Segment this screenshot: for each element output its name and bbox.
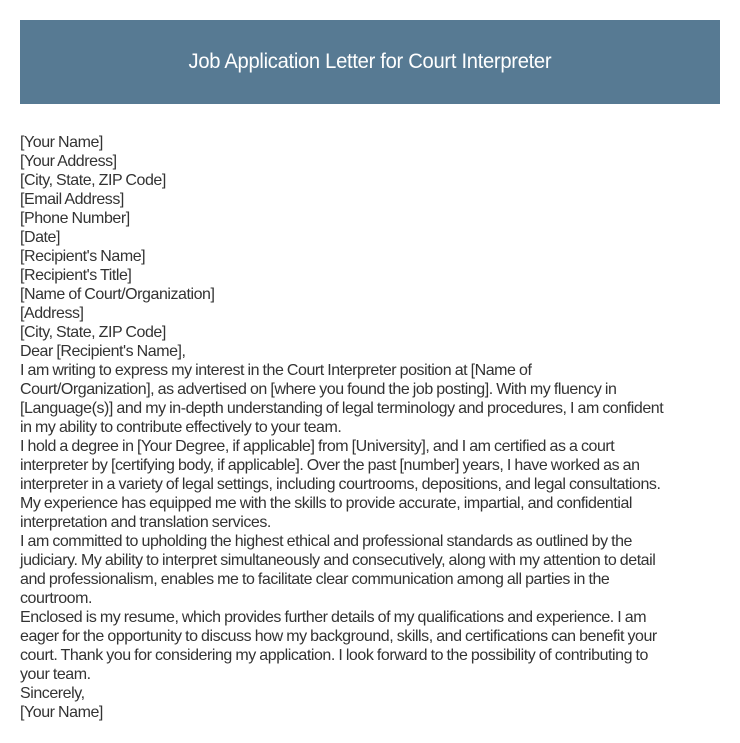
sender-name: [Your Name] bbox=[20, 134, 103, 151]
recipient-address: [Address] bbox=[20, 305, 84, 322]
recipient-name: [Recipient's Name] bbox=[20, 248, 146, 265]
signature: [Your Name] bbox=[20, 704, 103, 721]
paragraph-1-line: Court/Organization], as advertised on [where you found the job posting]. With my fluency in bbox=[20, 381, 617, 398]
recipient-title: [Recipient's Title] bbox=[20, 267, 132, 284]
recipient-organization: [Name of Court/Organization] bbox=[20, 286, 215, 303]
paragraph-4-line: Enclosed is my resume, which provides further details of my qualifications and experience. I am bbox=[20, 609, 647, 626]
paragraph-2-line: I hold a degree in [Your Degree, if applicable] from [University], and I am certified as a court bbox=[20, 438, 615, 455]
recipient-city-state-zip: [City, State, ZIP Code] bbox=[20, 324, 166, 341]
paragraph-2-line: interpretation and translation services. bbox=[20, 514, 271, 531]
paragraph-3-line: judiciary. My ability to interpret simultaneously and consecutively, along with my attention to detail bbox=[20, 552, 656, 569]
paragraph-1-line: [Language(s)] and my in-depth understanding of legal terminology and procedures, I am confident bbox=[20, 400, 664, 417]
letter-date: [Date] bbox=[20, 229, 60, 246]
sender-city-state-zip: [City, State, ZIP Code] bbox=[20, 172, 166, 189]
paragraph-2-line: My experience has equipped me with the skills to provide accurate, impartial, and confidential bbox=[20, 495, 632, 512]
paragraph-1-line: I am writing to express my interest in the Court Interpreter position at [Name of bbox=[20, 362, 532, 379]
paragraph-3-line: and professionalism, enables me to facilitate clear communication among all parties in the bbox=[20, 571, 610, 588]
page-header bbox=[20, 20, 720, 104]
sender-address: [Your Address] bbox=[20, 153, 117, 170]
salutation: Dear [Recipient's Name], bbox=[20, 343, 186, 360]
paragraph-3-line: I am committed to upholding the highest ethical and professional standards as outlined by the bbox=[20, 533, 633, 550]
paragraph-4-line: eager for the opportunity to discuss how my background, skills, and certifications can benefit your bbox=[20, 628, 657, 645]
page-title: Job Application Letter for Court Interpreter bbox=[188, 50, 552, 73]
paragraph-2-line: interpreter in a variety of legal settings, including courtrooms, depositions, and legal consultations. bbox=[20, 476, 661, 493]
sender-email: [Email Address] bbox=[20, 191, 124, 208]
paragraph-2-line: interpreter by [certifying body, if applicable]. Over the past [number] years, I have worked as an bbox=[20, 457, 640, 474]
closing: Sincerely, bbox=[20, 685, 85, 702]
paragraph-3-line: courtroom. bbox=[20, 590, 92, 607]
letter-body bbox=[20, 133, 740, 722]
sender-phone: [Phone Number] bbox=[20, 210, 130, 227]
paragraph-4-line: your team. bbox=[20, 666, 91, 683]
paragraph-1-line: in my ability to contribute effectively to your team. bbox=[20, 419, 342, 436]
paragraph-4-line: court. Thank you for considering my application. I look forward to the possibility of contributing to bbox=[20, 647, 648, 664]
